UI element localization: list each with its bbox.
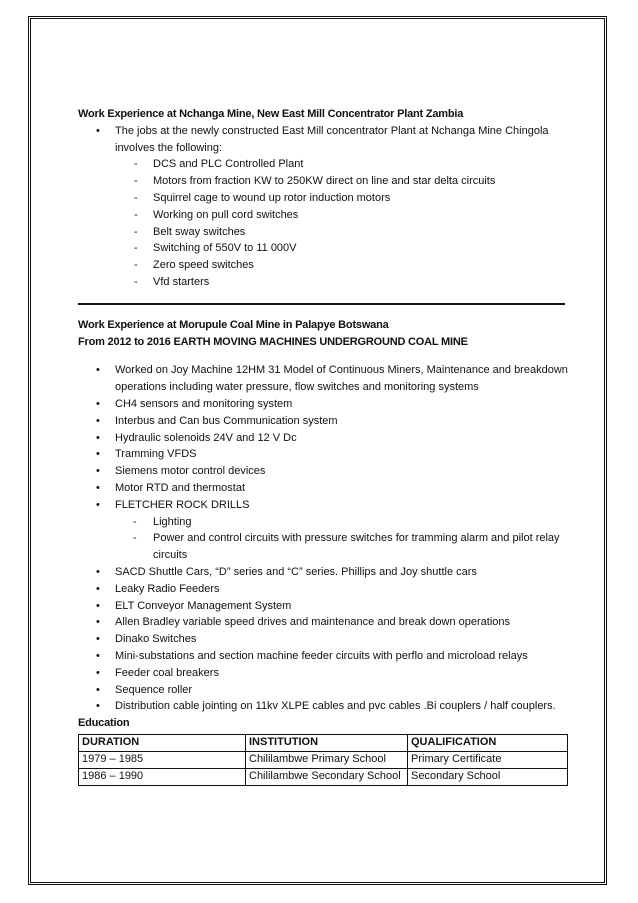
list-item: • Tramming VFDS: [78, 446, 568, 463]
fletcher-items: [115, 514, 568, 564]
list-item: • Siemens motor control devices: [78, 463, 568, 480]
cell-qualification: Primary Certificate: [408, 751, 568, 768]
list-item: • Motor RTD and thermostat: [78, 480, 568, 497]
cell-duration: 1979 – 1985: [79, 751, 246, 768]
header-institution: INSTITUTION: [246, 734, 408, 751]
header-qualification: QUALIFICATION: [408, 734, 568, 751]
list-item: • Feeder coal breakers: [78, 665, 568, 682]
table-row: [79, 768, 568, 785]
spacer: [78, 350, 568, 362]
list-item: • Distribution cable jointing on 11kv XLPE cables and pvc cables .Bi couplers / half couplers.: [78, 698, 568, 715]
list-item: - Squirrel cage to wound up rotor induction motors: [78, 190, 568, 207]
section2-subtitle: From 2012 to 2016 EARTH MOVING MACHINES UNDERGROUND COAL MINE: [78, 335, 468, 348]
list-item: • Dinako Switches: [78, 631, 568, 648]
header-duration: DURATION: [79, 734, 246, 751]
table-row: [79, 751, 568, 768]
list-item: • ELT Conveyor Management System: [78, 598, 568, 615]
education-table: [78, 734, 568, 786]
list-item: - Belt sway switches: [78, 224, 568, 241]
list-item: • SACD Shuttle Cars, “D” series and “C” series. Phillips and Joy shuttle cars: [78, 564, 568, 581]
section2-bullets: [78, 362, 568, 715]
section1-title: Work Experience at Nchanga Mine, New East Mill Concentrator Plant Zambia: [78, 108, 464, 120]
list-item: • Worked on Joy Machine 12HM 31 Model of Continuous Miners, Maintenance and breakdown operations including water pressure, flow switches and monitoring systems: [78, 362, 568, 396]
list-item: • Hydraulic solenoids 24V and 12 V Dc: [78, 430, 568, 447]
section1-intro: [78, 123, 568, 157]
cell-institution: Chililambwe Secondary School: [246, 768, 408, 785]
section2-title: Work Experience at Morupule Coal Mine in Palapye Botswana: [78, 318, 389, 331]
list-item: • Mini-substations and section machine feeder circuits with perflo and microload relays: [78, 648, 568, 665]
section1-items: [78, 156, 568, 290]
list-item: • Allen Bradley variable speed drives and maintenance and break down operations: [78, 614, 568, 631]
section-divider: [78, 303, 565, 305]
list-item: - DCS and PLC Controlled Plant: [78, 156, 568, 173]
table-header-row: [79, 734, 568, 751]
list-item: • CH4 sensors and monitoring system: [78, 396, 568, 413]
list-item: - Vfd starters: [78, 274, 568, 291]
list-item: - Power and control circuits with pressure switches for tramming alarm and pilot relay circuits: [115, 530, 568, 564]
list-item: - Switching of 550V to 11 000V: [78, 240, 568, 257]
cell-duration: 1986 – 1990: [79, 768, 246, 785]
resume-content: [78, 106, 568, 786]
cell-qualification: Secondary School: [408, 768, 568, 785]
section1-intro-text: The jobs at the newly constructed East Mill concentrator Plant at Nchanga Mine Chingola involves the following:: [115, 124, 549, 154]
list-item: • Sequence roller: [78, 682, 568, 699]
list-item: - Working on pull cord switches: [78, 207, 568, 224]
education-title: Education: [78, 717, 130, 730]
list-item: • Leaky Radio Feeders: [78, 581, 568, 598]
list-item: - Zero speed switches: [78, 257, 568, 274]
list-item: - Lighting: [115, 514, 568, 531]
list-item: - Motors from fraction KW to 250KW direct on line and star delta circuits: [78, 173, 568, 190]
fletcher-label: FLETCHER ROCK DRILLS: [115, 498, 250, 511]
section1-bullets: [78, 123, 568, 157]
cell-institution: Chililambwe Primary School: [246, 751, 408, 768]
list-item-fletcher: [78, 497, 568, 564]
list-item: • Interbus and Can bus Communication system: [78, 413, 568, 430]
